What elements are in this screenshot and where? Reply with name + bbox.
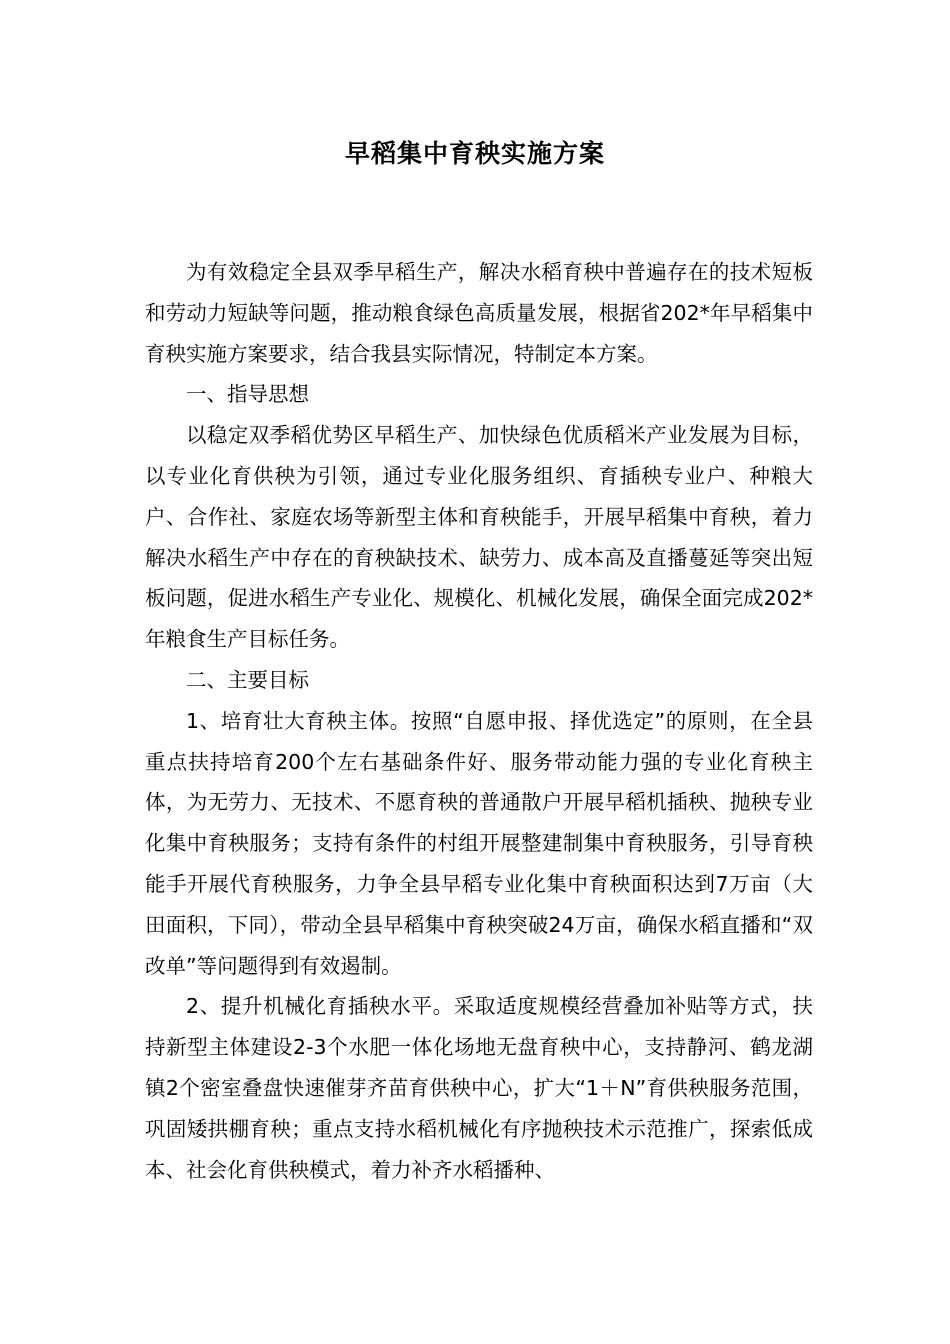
document-body (145, 252, 813, 1190)
document-title: 早稻集中育秧实施方案 (344, 139, 605, 168)
heading-guiding-principle: 一、指导思想 (186, 382, 309, 407)
paragraph-intro: 为有效稳定全县双季早稻生产，解决水稻育秧中普遍存在的技术短板和劳动力短缺等问题，推动粮食绿色高质量发展，根据省202*年早稻集中育秧实施方案要求，结合我县实际情况，特制定本方案。 (145, 260, 813, 366)
paragraph-goal-1: 1、培育壮大育秧主体。按照“自愿申报、择优选定”的原则，在全县重点扶持培育200个左右基础条件好、服务带动能力强的专业化育秧主体，为无劳力、无技术、不愿育秧的普通散户开展早稻机插秧、抛秧专业化集中育秧服务；支持有条件的村组开展整建制集中育秧服务，引导育秧能手开展代育秧服务，力争全县早稻专业化集中育秧面积达到7万亩（大田面积，下同），带动全县早稻集中育秧突破24万亩，确保水稻直播和“双改单”等问题得到有效遏制。 (145, 708, 813, 978)
heading-main-goals: 二、主要目标 (186, 667, 309, 692)
paragraph-guiding-principle: 以稳定双季稻优势区早稻生产、加快绿色优质稻米产业发展为目标，以专业化育供秧为引领，通过专业化服务组织、育插秧专业户、种粮大户、合作社、家庭农场等新型主体和育秧能手，开展早稻集中育秧，着力解决水稻生产中存在的育秧缺技术、缺劳力、成本高及直播蔓延等突出短板问题，促进水稻生产专业化、规模化、机械化发展，确保全面完成202*年粮食生产目标任务。 (145, 423, 813, 652)
paragraph-goal-2: 2、提升机械化育插秧水平。采取适度规模经营叠加补贴等方式，扶持新型主体建设2-3个水肥一体化场地无盘育秧中心，支持静河、鹤龙湖镇2个密室叠盘快速催芽齐苗育供秧中心，扩大“1＋N”育供秧服务范围，巩固矮拱棚育秧；重点支持水稻机械化有序抛秧技术示范推广，探索低成本、社会化育供秧模式，着力补齐水稻播种、 (145, 994, 813, 1182)
